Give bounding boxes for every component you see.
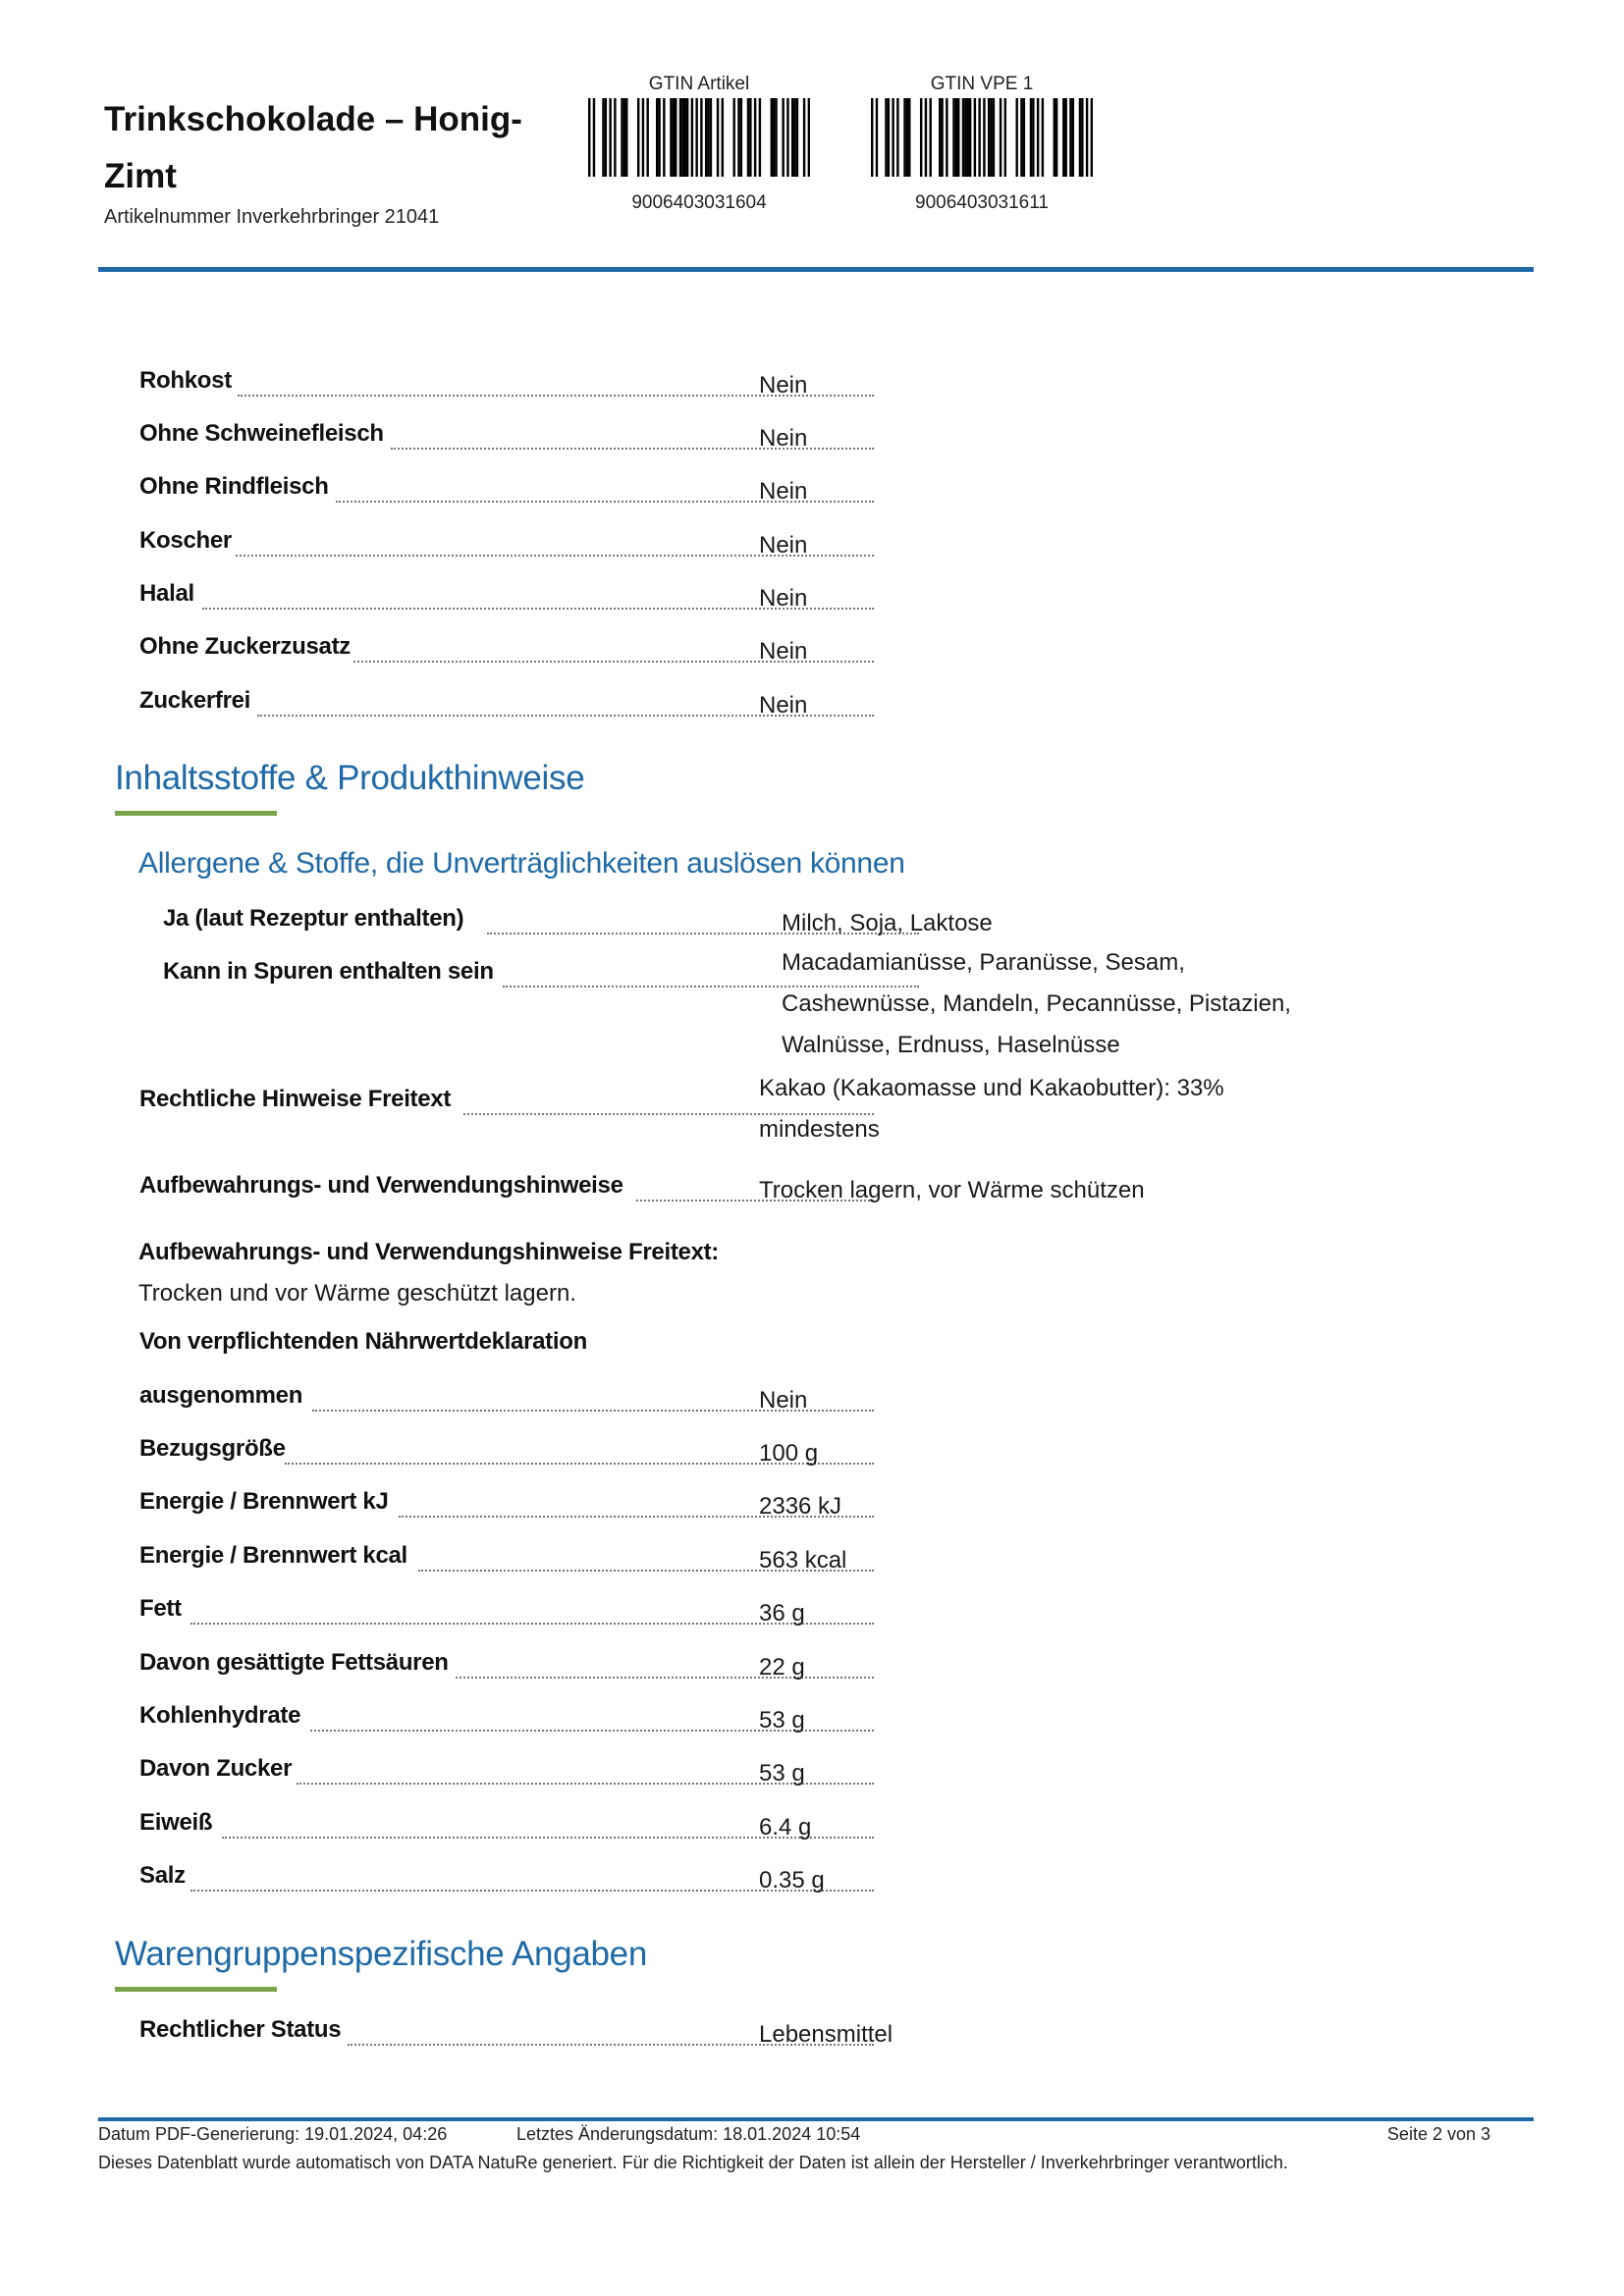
- barcode-bar: [955, 98, 957, 177]
- footer-divider: [98, 2117, 1534, 2121]
- legal-status-row: [139, 2012, 1318, 2052]
- barcode-bar: [759, 98, 761, 177]
- barcode-bar: [710, 98, 712, 177]
- row-label: Aufbewahrungs- und Verwendungshinweise: [139, 1172, 629, 1200]
- row-label: Davon gesättigte Fettsäuren: [139, 1649, 455, 1677]
- attribute-row: [139, 523, 1318, 562]
- barcode-bar: [681, 98, 683, 177]
- barcode-bar: [1054, 98, 1056, 177]
- barcode-bar: [773, 98, 775, 177]
- row-value: Trocken lagern, vor Wärme schützen: [759, 1177, 1145, 1203]
- barcode-bar: [786, 98, 788, 177]
- barcode-bar: [658, 98, 660, 177]
- barcode-bar: [754, 98, 756, 177]
- row-label: ausgenommen: [139, 1382, 308, 1410]
- subsection-heading-allergens: Allergene & Stoffe, die Unverträglichkeiten auslösen können: [138, 847, 905, 880]
- nutrition-exempt-label-line1: Von verpflichtenden Nährwertdeklaration: [139, 1328, 587, 1355]
- attribute-row: [139, 416, 1318, 455]
- row-value: 100 g: [759, 1440, 819, 1467]
- barcode-bar: [679, 98, 681, 177]
- row-label: Halal: [139, 580, 200, 608]
- storage-free-heading: Aufbewahrungs- und Verwendungshinweise Freitext:: [138, 1239, 720, 1265]
- header-divider: [98, 267, 1534, 272]
- barcode-bar: [1062, 98, 1064, 177]
- barcode-bar: [946, 98, 947, 177]
- section-heading-ingredients: Inhaltsstoffe & Produkthinweise: [115, 759, 585, 797]
- barcode-bar: [1069, 98, 1071, 177]
- barcode-bar: [885, 98, 887, 177]
- row-value: 2336 kJ: [759, 1493, 842, 1521]
- barcode-bar: [1056, 98, 1057, 177]
- barcode-bar: [717, 98, 719, 177]
- row-value: 0.35 g: [759, 1867, 825, 1895]
- product-title: Trinkschokolade – Honig-Zimt: [104, 100, 522, 195]
- row-label: Energie / Brennwert kcal: [139, 1542, 413, 1570]
- barcode-bar: [747, 98, 749, 177]
- row-value: 563 kcal: [759, 1546, 847, 1574]
- attribute-row: [139, 576, 1318, 615]
- barcode-bar: [732, 98, 734, 177]
- row-label: Energie / Brennwert kJ: [139, 1488, 395, 1516]
- barcode-bar: [908, 98, 910, 177]
- nutrition-row: [139, 1645, 1318, 1684]
- barcode-bar: [637, 98, 639, 177]
- barcode-bar: [740, 98, 742, 177]
- barcode-bar: [988, 98, 990, 177]
- barcode-gtin-vpe: [864, 73, 1100, 214]
- barcode-bar: [876, 98, 878, 177]
- barcode-bar: [978, 98, 980, 177]
- barcode-bar: [623, 98, 625, 177]
- row-label: Rechtliche Hinweise Freitext: [139, 1086, 457, 1113]
- barcode-label: GTIN Artikel: [648, 74, 750, 94]
- barcode-number: 9006403031611: [915, 192, 1049, 213]
- barcode-bar: [906, 98, 908, 177]
- nutrition-row: [139, 1858, 1318, 1897]
- barcode-bar: [1079, 98, 1081, 177]
- barcode-bar: [1000, 98, 1001, 177]
- nutrition-exempt-row: [139, 1378, 1318, 1417]
- barcode-bar: [771, 98, 773, 177]
- barcode-bar: [695, 98, 697, 177]
- barcode-bar: [684, 98, 686, 177]
- barcode-bar: [646, 98, 648, 177]
- barcode-image: [588, 98, 810, 177]
- barcode-label: GTIN VPE 1: [930, 74, 1034, 94]
- article-number: Artikelnummer Inverkehrbringer 21041: [104, 206, 440, 228]
- row-label: Kohlenhydrate: [139, 1702, 306, 1730]
- barcode-bar: [625, 98, 627, 177]
- barcode-bar: [614, 98, 616, 177]
- barcode-bar: [737, 98, 739, 177]
- barcode-bar: [700, 98, 702, 177]
- section-heading-goods: Warengruppenspezifische Angaben: [115, 1935, 648, 1973]
- barcode-bar: [782, 98, 784, 177]
- barcode-bar: [686, 98, 688, 177]
- barcode-number: 9006403031604: [631, 192, 767, 213]
- row-label: Ohne Schweinefleisch: [139, 420, 390, 448]
- row-value: 53 g: [759, 1707, 805, 1734]
- row-label: Rechtlicher Status: [139, 2016, 347, 2044]
- row-label: Fett: [139, 1595, 188, 1623]
- barcode-bar: [1015, 98, 1017, 177]
- row-value-line: Walnüsse, Erdnuss, Haselnüsse: [782, 1032, 1120, 1058]
- footer-changed-date: Letztes Änderungsdatum: 18.01.2024 10:54: [516, 2124, 861, 2144]
- barcode-bar: [925, 98, 927, 177]
- row-value-line: mindestens: [759, 1116, 880, 1143]
- row-value-line: Kakao (Kakaomasse und Kakaobutter): 33%: [759, 1075, 1224, 1101]
- barcode-bar: [691, 98, 693, 177]
- barcode-bar: [967, 98, 969, 177]
- attribute-row: [139, 683, 1318, 722]
- barcode-bar: [593, 98, 595, 177]
- row-label: Koscher: [139, 527, 238, 555]
- barcode-bar: [1023, 98, 1025, 177]
- row-label: Eiweiß: [139, 1809, 218, 1837]
- barcode-gtin-article: [581, 73, 817, 214]
- row-value: 36 g: [759, 1600, 805, 1628]
- barcode-bar: [621, 98, 623, 177]
- dot-leader: [456, 1677, 874, 1679]
- row-value: Nein: [759, 1387, 808, 1414]
- barcode-bar: [896, 98, 898, 177]
- barcode-bar: [663, 98, 665, 177]
- attribute-row: [139, 363, 1318, 402]
- barcode-bar: [952, 98, 954, 177]
- barcode-bar: [791, 98, 793, 177]
- barcode-bar: [939, 98, 941, 177]
- barcode-bar: [993, 98, 995, 177]
- barcode-bar: [796, 98, 798, 177]
- barcode-bar: [808, 98, 810, 177]
- barcode-bar: [990, 98, 992, 177]
- nutrition-row: [139, 1698, 1318, 1737]
- barcode-bar: [920, 98, 922, 177]
- barcode-bar: [670, 98, 672, 177]
- row-label: Bezugsgröße: [139, 1435, 292, 1463]
- row-label: Ohne Rindfleisch: [139, 473, 335, 501]
- footer-disclaimer: Dieses Datenblatt wurde automatisch von DATA NatuRe generiert. Für die Richtigkeit der Daten ist allein der Hersteller / Inverkehrbringer verantwortlich.: [98, 2153, 1288, 2172]
- nutrition-row: [139, 1538, 1318, 1577]
- barcode-bar: [1081, 98, 1083, 177]
- barcode-bar: [1072, 98, 1074, 177]
- barcode-bar: [803, 98, 805, 177]
- barcode-bar: [888, 98, 890, 177]
- barcode-bar: [974, 98, 976, 177]
- row-value: Nein: [759, 478, 808, 505]
- footer-page-number: Seite 2 von 3: [1386, 2124, 1490, 2144]
- allergen-row-contained: [163, 901, 1341, 940]
- attribute-row: [139, 469, 1318, 508]
- row-value: Nein: [759, 425, 808, 452]
- barcode-bar: [871, 98, 873, 177]
- row-value: Nein: [759, 585, 808, 612]
- barcode-bar: [642, 98, 644, 177]
- barcode-bar: [1086, 98, 1088, 177]
- section-underline: [115, 811, 277, 816]
- nutrition-row: [139, 1431, 1318, 1470]
- row-value: Nein: [759, 638, 808, 665]
- storage-free-text: Trocken und vor Wärme geschützt lagern.: [138, 1280, 576, 1307]
- barcode-bar: [1020, 98, 1022, 177]
- barcode-bar: [964, 98, 966, 177]
- nutrition-row: [139, 1591, 1318, 1630]
- barcode-bar: [957, 98, 959, 177]
- footer-meta: [98, 2124, 1490, 2145]
- barcode-bar: [1037, 98, 1039, 177]
- barcode-bar: [605, 98, 607, 177]
- allergen-row-traces: [163, 949, 1341, 1058]
- barcode-bar: [656, 98, 658, 177]
- barcode-bar: [793, 98, 795, 177]
- row-label: Davon Zucker: [139, 1755, 298, 1783]
- row-label: Zuckerfrei: [139, 687, 256, 715]
- row-value: Milch, Soja, Laktose: [782, 910, 993, 936]
- barcode-image: [871, 98, 1093, 177]
- barcode-bar: [749, 98, 751, 177]
- row-value: 22 g: [759, 1653, 805, 1681]
- barcode-bar: [1042, 98, 1044, 177]
- barcode-bar: [903, 98, 905, 177]
- barcode-bar: [609, 98, 611, 177]
- barcode-bar: [722, 98, 724, 177]
- row-value: Nein: [759, 532, 808, 559]
- row-value: Lebensmittel: [759, 2021, 893, 2048]
- storage-row: [139, 1168, 1318, 1207]
- barcode-bar: [1032, 98, 1034, 177]
- nutrition-row: [139, 1751, 1318, 1790]
- barcode-bar: [1030, 98, 1032, 177]
- row-value: Nein: [759, 372, 808, 399]
- row-label: Ohne Zuckerzusatz: [139, 633, 356, 661]
- barcode-bar: [962, 98, 964, 177]
- attribute-row: [139, 629, 1318, 668]
- row-value: 53 g: [759, 1760, 805, 1788]
- barcode-bar: [673, 98, 675, 177]
- row-value-line: Cashewnüsse, Mandeln, Pecannüsse, Pistazien,: [782, 990, 1291, 1017]
- barcode-bar: [707, 98, 709, 177]
- barcode-bar: [941, 98, 943, 177]
- legal-notes-row: [139, 1075, 1318, 1143]
- row-value-line: Macadamianüsse, Paranüsse, Sesam,: [782, 949, 1185, 976]
- barcode-bar: [1091, 98, 1093, 177]
- row-value: Nein: [759, 692, 808, 719]
- barcode-bar: [969, 98, 971, 177]
- barcode-bar: [1064, 98, 1066, 177]
- barcode-bar: [588, 98, 590, 177]
- nutrition-row: [139, 1484, 1318, 1523]
- footer-generated-date: Datum PDF-Generierung: 19.01.2024, 04:26: [98, 2124, 448, 2144]
- row-label: Salz: [139, 1862, 191, 1890]
- row-label: Kann in Spuren enthalten sein: [163, 958, 500, 986]
- barcode-bar: [929, 98, 931, 177]
- barcode-bar: [675, 98, 677, 177]
- row-label: Rohkost: [139, 367, 238, 395]
- nutrition-row: [139, 1805, 1318, 1844]
- row-label: Ja (laut Rezeptur enthalten): [163, 905, 469, 933]
- barcode-bar: [775, 98, 777, 177]
- barcode-bar: [602, 98, 604, 177]
- barcode-bar: [705, 98, 707, 177]
- barcode-bar: [1004, 98, 1006, 177]
- section-underline: [115, 1987, 277, 1992]
- barcode-bar: [983, 98, 985, 177]
- barcode-bar: [892, 98, 893, 177]
- row-value: 6.4 g: [759, 1813, 812, 1841]
